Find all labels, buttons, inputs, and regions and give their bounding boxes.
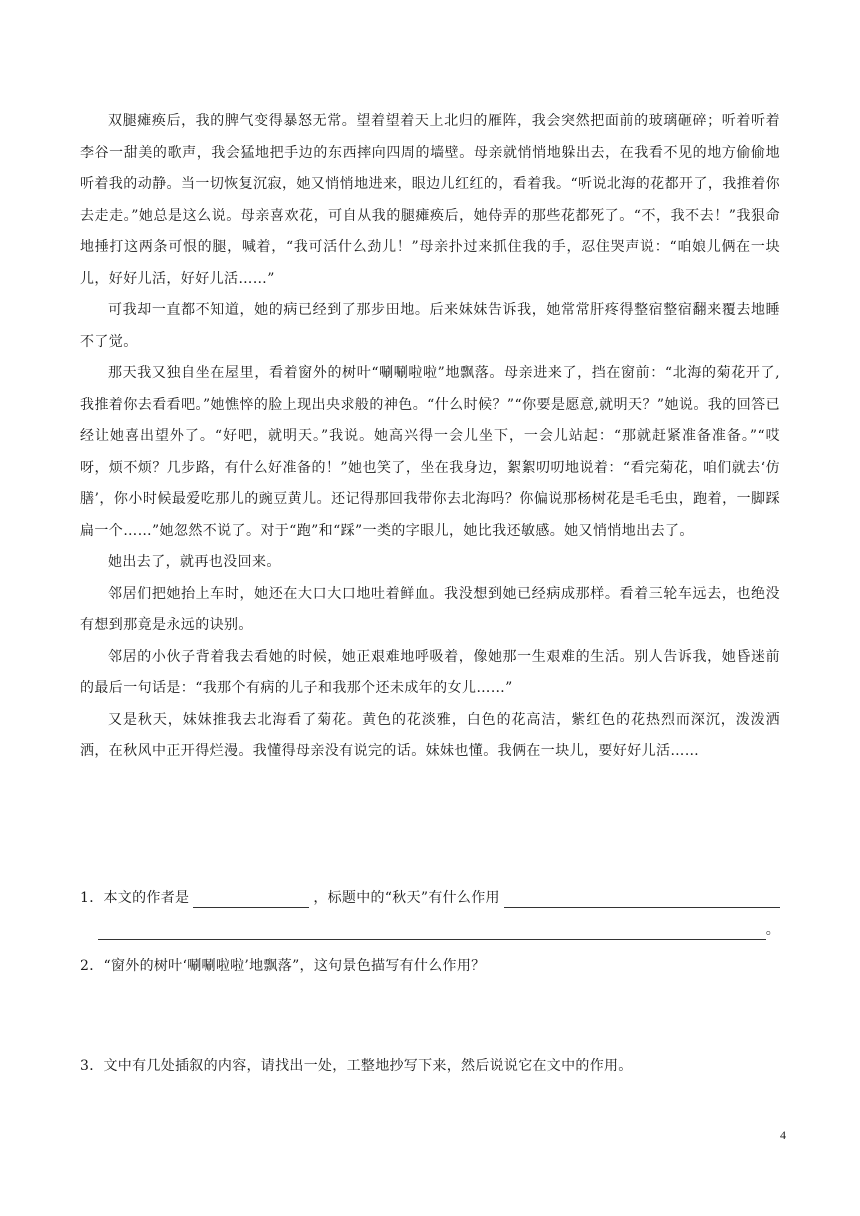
paragraph-4: 她出去了，就再也没回来。 xyxy=(108,554,281,570)
paragraph-3: 那天我又独自坐在屋里，看着窗外的树叶“唰唰啦啦”地飘落。母亲进来了，挡在窗前：“北海的菊花开了,我推着你去看看吧。”她憔悴的脸上现出央求般的神色。“什么时候？”“你要是愿意,就明天？”她说。我的回答已经让她喜出望外了。“好吧，就明天。”我说。她高兴得一会儿坐下，一会儿站起：“那就赶紧准备准备。”“哎呀，烦不烦？几步路，有什么好准备的！”她也笑了，坐在我身边，絮絮叨叨地说着：“看完菊花，咱们就去‘仿膳’，你小时候最爱吃那儿的豌豆黄儿。还记得那回我带你去北海吗？你偏说那杨树花是毛毛虫，跑着，一脚踩扁一个……”她忽然不说了。对于“跑”和“踩”一类的字眼儿，她比我还敏感。她又悄悄地出去了。 xyxy=(80,365,780,539)
question-1-answer-line xyxy=(80,920,780,940)
question-1 xyxy=(80,888,780,940)
question-1-prompt-continued: ，标题中的“秋天”有什么作用 xyxy=(313,890,500,906)
question-1-prompt: 1．本文的作者是 xyxy=(80,890,190,906)
question-2: 2．“窗外的树叶‘唰唰啦啦’地飘落”，这句景色描写有什么作用？ xyxy=(80,958,486,974)
paragraph-1: 双腿瘫痪后，我的脾气变得暴怒无常。望着望着天上北归的雁阵，我会突然把面前的玻璃砸碎；听着听着李谷一甜美的歌声，我会猛地把手边的东西摔向四周的墙壁。母亲就悄悄地躲出去，在我看不见的地方偷偷地听着我的动静。当一切恢复沉寂，她又悄悄地进来，眼边儿红红的，看着我。“听说北海的花都开了，我推着你去走走。”她总是这么说。母亲喜欢花，可自从我的腿瘫痪后，她侍弄的那些花都死了。“不，我不去！”我狠命地捶打这两条可恨的腿，喊着，“我可活什么劲儿！”母亲扑过来抓住我的手，忍住哭声说：“咱娘儿俩在一块儿，好好儿活，好好儿活……” xyxy=(80,113,780,287)
paragraph-2: 可我却一直都不知道，她的病已经到了那步田地。后来妹妹告诉我，她常常肝疼得整宿整宿翻来覆去地睡不了觉。 xyxy=(80,302,780,350)
author-answer-blank[interactable] xyxy=(193,892,309,908)
title-effect-answer-blank[interactable] xyxy=(504,892,780,908)
paragraph-5: 邻居们把她抬上车时，她还在大口大口地吐着鲜血。我没想到她已经病成那样。看着三轮车远去，也绝没有想到那竟是永远的诀别。 xyxy=(80,585,780,633)
question-1-line xyxy=(80,888,780,908)
question-1-end-mark: 。 xyxy=(765,922,780,938)
passage xyxy=(80,106,780,768)
paragraph-6: 邻居的小伙子背着我去看她的时候，她正艰难地呼吸着，像她那一生艰难的生活。别人告诉我，她昏迷前的最后一句话是：“我那个有病的儿子和我那个还未成年的女儿……” xyxy=(80,648,780,696)
question-3: 3．文中有几处插叙的内容，请找出一处，工整地抄写下来，然后说说它在文中的作用。 xyxy=(80,1058,633,1074)
paragraph-7: 又是秋天，妹妹推我去北海看了菊花。黄色的花淡雅，白色的花高洁，紫红色的花热烈而深沉，泼泼洒洒，在秋风中正开得烂漫。我懂得母亲没有说完的话。妹妹也懂。我俩在一块儿，要好好儿活…… xyxy=(80,711,780,759)
page-number: 4 xyxy=(780,1128,786,1142)
title-effect-answer-blank-2[interactable] xyxy=(98,924,766,940)
